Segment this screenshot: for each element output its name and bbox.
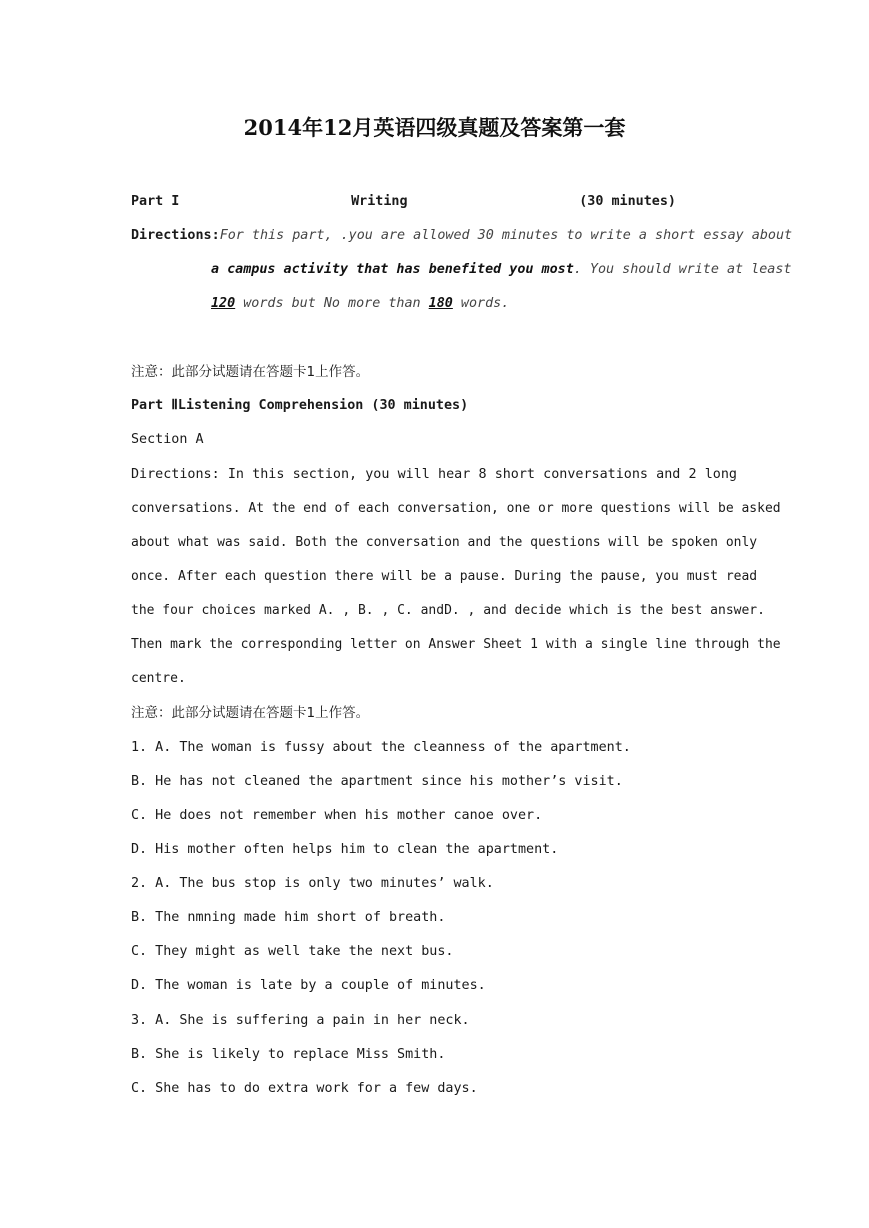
- question-option: 1. A. The woman is fussy about the cleanness of the apartment.: [131, 740, 631, 755]
- question-option: C. She has to do extra work for a few days.: [131, 1081, 478, 1096]
- part2-directions-line7: centre.: [131, 671, 186, 686]
- dir-word: and: [656, 467, 681, 482]
- dir-word: Directions:: [131, 467, 220, 482]
- answer-note-2: 注意：此部分试题请在答题卡1上作答。: [131, 705, 370, 721]
- part2-directions-line4: once. After each question there will be a pause. During the pause, you must read: [131, 569, 758, 584]
- dir-word: conversations: [543, 467, 648, 482]
- dir-word: short: [494, 467, 535, 482]
- dir-word: section,: [292, 467, 358, 482]
- part2-heading: Part ⅡListening Comprehension (30 minutes): [131, 398, 469, 413]
- directions-text-4: words.: [452, 296, 510, 311]
- part2-directions-line5: the four choices marked A. , B. , C. andD. , and decide which is the best answer.: [131, 603, 765, 618]
- directions-text-3: words but No more than: [235, 296, 429, 311]
- dir-word: long: [704, 467, 737, 482]
- dir-word: this: [252, 467, 285, 482]
- dir-word: 2: [688, 467, 697, 482]
- question-option: B. She is likely to replace Miss Smith.: [131, 1047, 446, 1062]
- essay-topic: a campus activity that has benefited you most: [211, 262, 574, 277]
- directions-text-1: For this part, .you are allowed 30 minutes to write a short essay about: [219, 228, 793, 243]
- part2-directions-line2: conversations. At the end of each conversation, one or more questions will be asked: [131, 501, 781, 516]
- question-option: C. He does not remember when his mother canoe over.: [131, 808, 543, 823]
- question-option: 2. A. The bus stop is only two minutes’ walk.: [131, 876, 494, 891]
- question-option: B. He has not cleaned the apartment since his mother’s visit.: [131, 774, 623, 789]
- part1-header: [131, 192, 676, 212]
- section-a-label: Section A: [131, 432, 204, 447]
- part2-directions-line1: [131, 465, 737, 485]
- dir-word: hear: [438, 467, 471, 482]
- part1-directions-line1: [131, 226, 792, 246]
- answer-note-1: 注意：此部分试题请在答题卡1上作答。: [131, 364, 370, 380]
- part1-label: Part I: [131, 194, 180, 209]
- question-option: B. The nmning made him short of breath.: [131, 910, 446, 925]
- directions-text-2: . You should write at least: [573, 262, 792, 277]
- question-option: C. They might as well take the next bus.: [131, 944, 454, 959]
- part1-directions-line2: [211, 260, 791, 280]
- dir-word: will: [397, 467, 430, 482]
- question-option: D. His mother often helps him to clean the apartment.: [131, 842, 559, 857]
- max-words: 180: [428, 296, 453, 311]
- part1-directions-line3: [211, 294, 509, 314]
- dir-word: In: [227, 467, 244, 482]
- dir-word: 8: [478, 467, 487, 482]
- min-words: 120: [211, 296, 236, 311]
- part1-time: (30 minutes): [579, 194, 676, 209]
- question-option: D. The woman is late by a couple of minutes.: [131, 978, 486, 993]
- part2-directions-line6: Then mark the corresponding letter on Answer Sheet 1 with a single line through the: [131, 637, 781, 652]
- page-title: 2014年12月英语四级真题及答案第一套: [243, 115, 626, 140]
- dir-word: you: [365, 467, 390, 482]
- question-option: 3. A. She is suffering a pain in her neck.: [131, 1013, 470, 1028]
- directions-label: Directions:: [131, 228, 220, 243]
- part2-directions-line3: about what was said. Both the conversation and the questions will be spoken only: [131, 535, 758, 550]
- part1-name: Writing: [351, 194, 408, 209]
